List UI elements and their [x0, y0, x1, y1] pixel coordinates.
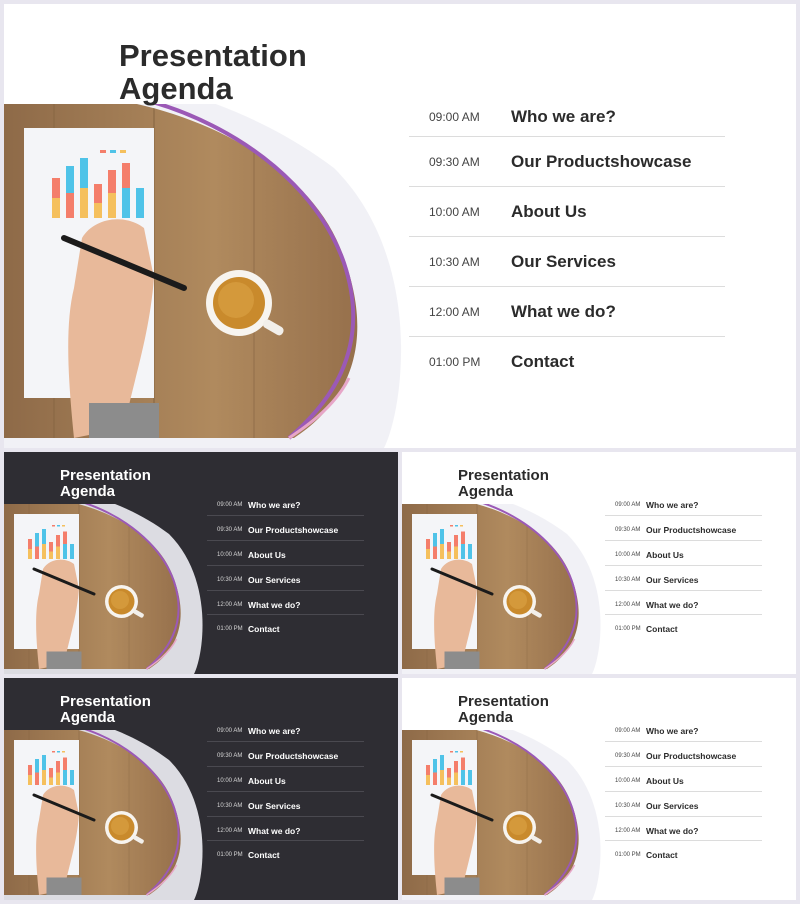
- agenda-item: 10:00 AM About Us: [217, 775, 286, 786]
- divider: [605, 590, 762, 591]
- agenda-item: 01:00 PM Contact: [615, 850, 678, 861]
- desk-photo-illustration: [4, 504, 214, 674]
- slide-title: Presentation Agenda: [119, 38, 307, 106]
- agenda-item: 09:00 AM Who we are?: [217, 500, 301, 511]
- agenda-item: 09:30 AM Our Productshowcase: [217, 525, 339, 536]
- agenda-item: 01:00 PM Contact: [429, 352, 575, 371]
- slide-thumbnail-dark-1: [4, 452, 398, 674]
- agenda-item: 10:30 AM Our Services: [217, 800, 301, 811]
- divider: [207, 840, 364, 841]
- agenda-item: 10:30 AM Our Services: [429, 252, 616, 271]
- agenda-item: 10:00 AM About Us: [615, 775, 684, 786]
- divider: [207, 791, 364, 792]
- agenda-item: 09:00 AM Who we are?: [615, 726, 699, 737]
- divider: [207, 614, 364, 615]
- divider: [605, 565, 762, 566]
- divider: [207, 816, 364, 817]
- agenda-item: 12:00 AM What we do?: [217, 825, 301, 836]
- slide-title: Presentation Agenda: [60, 467, 151, 500]
- slide-main: [4, 4, 796, 448]
- divider: [605, 766, 762, 767]
- divider: [605, 614, 762, 615]
- divider: [207, 766, 364, 767]
- divider: [605, 515, 762, 516]
- divider: [605, 741, 762, 742]
- agenda-item: 09:30 AM Our Productshowcase: [217, 751, 339, 762]
- divider: [605, 540, 762, 541]
- divider: [605, 816, 762, 817]
- desk-photo-illustration: [4, 730, 214, 900]
- agenda-item: 09:30 AM Our Productshowcase: [615, 751, 737, 762]
- agenda-item: 09:30 AM Our Productshowcase: [615, 525, 737, 536]
- agenda-item: 10:30 AM Our Services: [615, 574, 699, 585]
- agenda-item: 12:00 AM What we do?: [615, 825, 699, 836]
- agenda-item: 10:00 AM About Us: [615, 549, 684, 560]
- slide-title: Presentation Agenda: [458, 467, 549, 500]
- agenda-item: 12:00 AM What we do?: [217, 599, 301, 610]
- divider: [207, 515, 364, 516]
- agenda-item: 10:30 AM Our Services: [217, 574, 301, 585]
- slide-thumbnail-light-2: [402, 678, 796, 900]
- desk-photo-illustration: [4, 104, 424, 448]
- agenda-item: 01:00 PM Contact: [217, 624, 280, 635]
- slide-title: Presentation Agenda: [458, 693, 549, 726]
- agenda-item: 09:30 AM Our Productshowcase: [429, 152, 692, 171]
- desk-photo-illustration: [402, 504, 612, 674]
- divider: [207, 741, 364, 742]
- agenda-item: 12:00 AM What we do?: [615, 599, 699, 610]
- slide-thumbnail-dark-2: [4, 678, 398, 900]
- divider: [605, 840, 762, 841]
- divider: [605, 791, 762, 792]
- divider: [207, 540, 364, 541]
- agenda-item: 10:00 AM About Us: [429, 202, 587, 221]
- divider: [207, 565, 364, 566]
- agenda-item: 09:00 AM Who we are?: [615, 500, 699, 511]
- agenda-item: 01:00 PM Contact: [217, 850, 280, 861]
- agenda-item: 09:00 AM Who we are?: [217, 726, 301, 737]
- desk-photo-illustration: [402, 730, 612, 900]
- agenda-item: 10:00 AM About Us: [217, 549, 286, 560]
- agenda-item: 12:00 AM What we do?: [429, 302, 616, 321]
- slide-title: Presentation Agenda: [60, 693, 151, 726]
- agenda-item: 09:00 AM Who we are?: [429, 107, 616, 126]
- divider: [207, 590, 364, 591]
- slide-thumbnail-light-1: [402, 452, 796, 674]
- agenda-item: 01:00 PM Contact: [615, 624, 678, 635]
- agenda-item: 10:30 AM Our Services: [615, 800, 699, 811]
